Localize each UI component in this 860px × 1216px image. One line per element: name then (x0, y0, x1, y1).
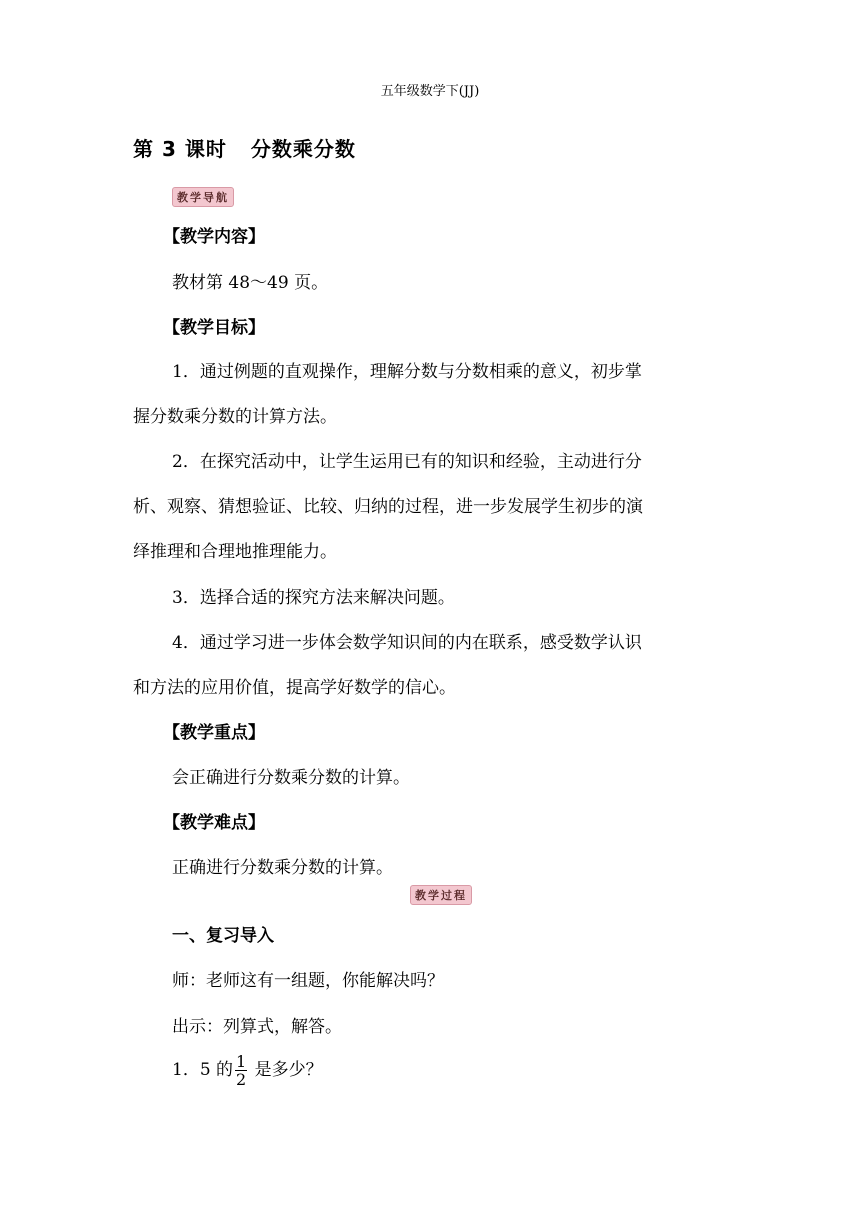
content-text: 教材第 48～49 页。 (172, 273, 329, 293)
question-1 (172, 1053, 323, 1088)
goal-4-line-1: 4．通过学习进一步体会数学知识间的内在联系，感受数学认识 (172, 633, 642, 653)
fraction-numerator: 1 (236, 1052, 247, 1071)
teaching-navigation-badge: 教学导航 (172, 187, 234, 207)
goal-1-line-2: 握分数乘分数的计算方法。 (133, 407, 337, 427)
key-point-heading: 【教学重点】 (163, 723, 265, 743)
goal-2-line-3: 绎推理和合理地推理能力。 (133, 542, 337, 562)
teacher-line: 师：老师这有一组题，你能解决吗？ (172, 971, 444, 991)
goal-4-line-2: 和方法的应用价值，提高学好数学的信心。 (133, 678, 456, 698)
page-header: 五年级数学下(JJ) (380, 84, 480, 99)
goal-2-line-1: 2．在探究活动中，让学生运用已有的知识和经验，主动进行分 (172, 452, 642, 472)
key-point-text: 会正确进行分数乘分数的计算。 (172, 768, 410, 788)
lesson-number: 第 3 课时 (133, 137, 227, 161)
difficulty-text: 正确进行分数乘分数的计算。 (172, 858, 393, 878)
goal-2-line-2: 析、观察、猜想验证、比较、归纳的过程，进一步发展学生初步的演 (133, 497, 643, 517)
difficulty-heading: 【教学难点】 (163, 813, 265, 833)
goal-1-line-1: 1．通过例题的直观操作，理解分数与分数相乘的意义，初步掌 (172, 362, 642, 382)
question-1-prefix: 1．5 的 (172, 1060, 234, 1080)
lesson-title (133, 133, 356, 162)
lesson-topic: 分数乘分数 (250, 137, 356, 161)
fraction-denominator: 2 (236, 1070, 247, 1089)
review-heading: 一、复习导入 (172, 926, 274, 946)
fraction-one-half (235, 1053, 247, 1088)
question-1-suffix: 是多少？ (254, 1060, 323, 1080)
content-heading: 【教学内容】 (163, 227, 265, 247)
show-line: 出示：列算式，解答。 (172, 1017, 342, 1037)
goal-3: 3．选择合适的探究方法来解决问题。 (172, 588, 455, 608)
teaching-process-badge: 教学过程 (410, 885, 472, 905)
goals-heading: 【教学目标】 (163, 318, 265, 338)
